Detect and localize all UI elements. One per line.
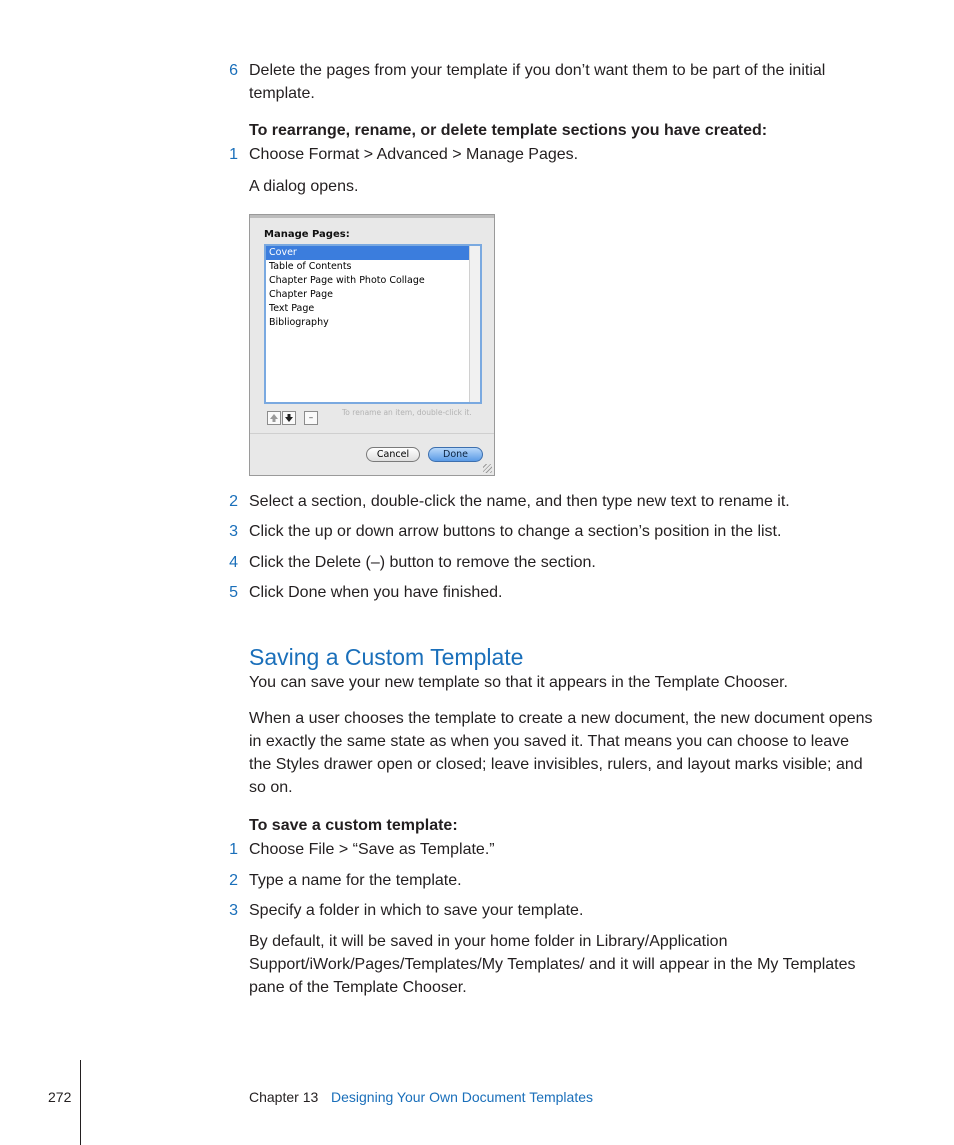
manage-pages-dialog — [249, 214, 495, 476]
list-item[interactable]: Table of Contents — [269, 261, 352, 272]
list-item[interactable]: Bibliography — [269, 317, 329, 328]
step-number: 1 — [229, 146, 238, 163]
step-text: Specify a folder in which to save your template. — [249, 902, 584, 919]
task-heading-save: To save a custom template: — [249, 817, 458, 834]
step-text: Click the up or down arrow buttons to change a section’s position in the list. — [249, 523, 782, 540]
list-item[interactable]: Cover — [266, 246, 471, 260]
manage-pages-label: Manage Pages: — [264, 229, 350, 240]
footer-chapter: Chapter 13 — [249, 1089, 319, 1105]
page-number: 272 — [48, 1089, 72, 1105]
step-number: 4 — [229, 554, 238, 571]
dialog-top-bar — [250, 215, 494, 218]
step-text: Click Done when you have finished. — [249, 584, 503, 601]
done-button[interactable]: Done — [428, 447, 483, 462]
step-text: Click the Delete (–) button to remove the section. — [249, 554, 596, 571]
step-text: Choose Format > Advanced > Manage Pages. — [249, 146, 579, 163]
resize-grip-icon[interactable] — [483, 464, 492, 473]
rename-hint: To rename an item, double-click it. — [342, 408, 472, 417]
step-text: Select a section, double-click the name, and then type new text to rename it. — [249, 493, 790, 510]
step-number: 5 — [229, 584, 238, 601]
footer-chapter-title[interactable]: Designing Your Own Document Templates — [331, 1089, 594, 1105]
step-note: A dialog opens. — [249, 178, 359, 195]
move-up-button[interactable] — [267, 411, 281, 425]
step-text: Choose File > “Save as Template.” — [249, 841, 495, 858]
step-number: 3 — [229, 902, 238, 919]
move-down-button[interactable] — [282, 411, 296, 425]
step-number: 6 — [229, 62, 238, 79]
dialog-divider — [250, 433, 494, 434]
up-arrow-icon — [268, 412, 280, 424]
task-heading-rearrange: To rearrange, rename, or delete template sections you have created: — [249, 122, 768, 139]
step-number: 2 — [229, 493, 238, 510]
list-item[interactable]: Chapter Page with Photo Collage — [269, 275, 425, 286]
pages-list[interactable] — [264, 244, 482, 404]
section-paragraph: You can save your new template so that it appears in the Template Chooser. — [249, 674, 788, 691]
footer-rule — [80, 1060, 81, 1145]
step-text: Delete the pages from your template if you don’t want them to be part of the initial template. — [249, 62, 826, 102]
list-item[interactable]: Text Page — [269, 303, 315, 314]
step-number: 3 — [229, 523, 238, 540]
delete-button[interactable]: – — [304, 411, 318, 425]
section-title: Saving a Custom Template — [249, 644, 524, 670]
step-number: 2 — [229, 872, 238, 889]
step-number: 1 — [229, 841, 238, 858]
section-paragraph: By default, it will be saved in your home folder in Library/Application Support/iWork/Pages/Templates/My Templates/ and it will appear in the My Templates pane of the Template Chooser. — [249, 933, 856, 996]
list-item[interactable]: Chapter Page — [269, 289, 333, 300]
list-scrollbar[interactable] — [469, 246, 480, 402]
section-paragraph: When a user chooses the template to create a new document, the new document opens in exactly the same state as when you saved it. That means you can choose to leave the Styles drawer open or closed; leave invisibles, rulers, and layout marks visible; and so on. — [249, 710, 873, 796]
step-text: Type a name for the template. — [249, 872, 462, 889]
cancel-button[interactable]: Cancel — [366, 447, 420, 462]
down-arrow-icon — [283, 412, 295, 424]
